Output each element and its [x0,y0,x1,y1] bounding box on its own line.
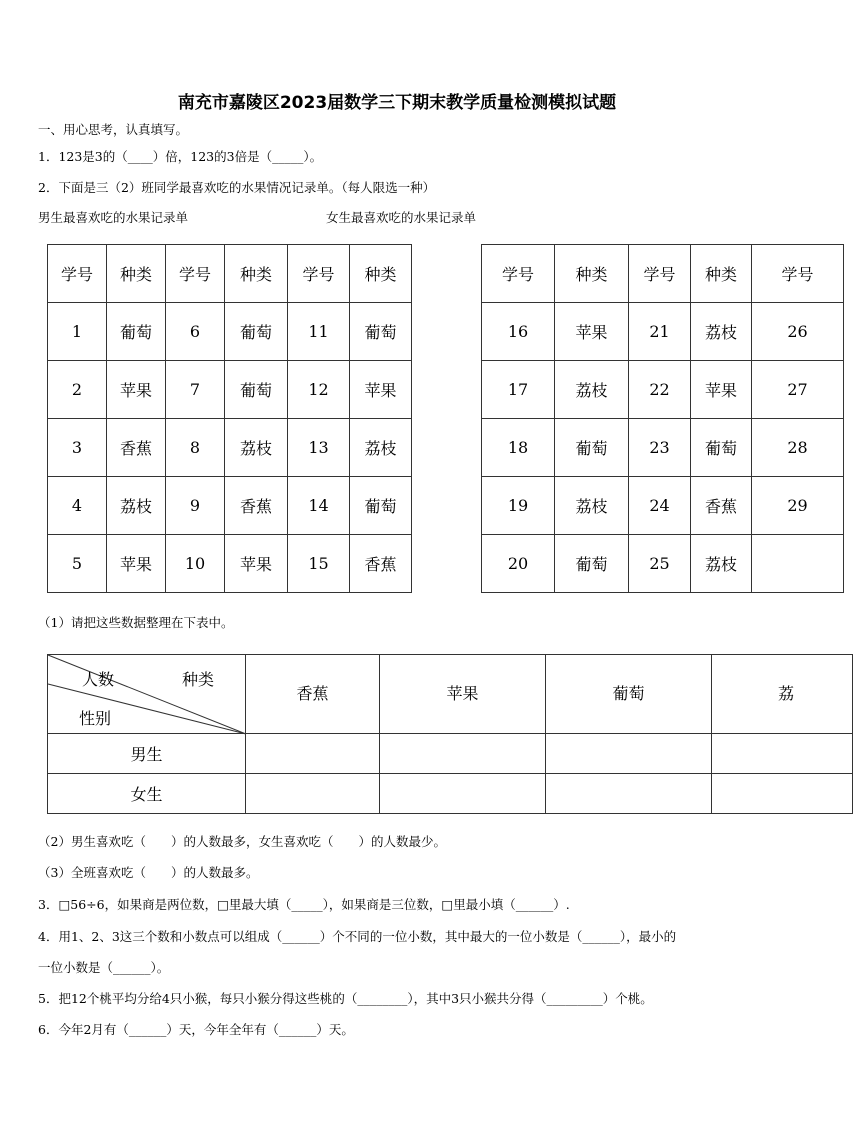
girls-table-caption: 女生最喜欢吃的水果记录单 [326,210,477,225]
table-row [48,303,412,361]
header-cell: 种类 [350,245,412,303]
page-title: 南充市嘉陵区2023届数学三下期末教学质量检测模拟试题 [177,93,617,113]
column-header: 荔 [712,655,853,734]
student-number-cell: 15 [288,535,350,593]
header-cell: 种类 [691,245,752,303]
table-row [48,477,412,535]
fruit-cell: 苹果 [555,303,629,361]
fruit-cell: 葡萄 [225,303,288,361]
student-number-cell: 11 [288,303,350,361]
sub-question-2: （2）男生喜欢吃（ ）的人数最多，女生喜欢吃（ ）的人数最少。 [38,834,446,849]
header-cell: 种类 [225,245,288,303]
student-number-cell: 16 [482,303,555,361]
header-cell: 学号 [752,245,844,303]
fruit-cell: 荔枝 [691,535,752,593]
fruit-cell: 荔枝 [555,361,629,419]
girls-record-table [481,244,844,593]
student-number-cell: 6 [166,303,225,361]
header-cell: 学号 [48,245,107,303]
column-header: 香蕉 [246,655,380,734]
answer-cell[interactable] [380,734,546,774]
fruit-cell: 香蕉 [225,477,288,535]
fruit-cell: 葡萄 [107,303,166,361]
corner-label-type: 种类 [182,670,215,689]
table-row [48,535,412,593]
answer-cell[interactable] [546,734,712,774]
answer-cell[interactable] [712,734,853,774]
student-number-cell: 17 [482,361,555,419]
fruit-cell: 荔枝 [107,477,166,535]
diagonal-lines [48,655,246,734]
answer-cell[interactable] [246,774,380,814]
table-row [48,361,412,419]
fruit-cell: 苹果 [350,361,412,419]
student-number-cell: 22 [629,361,691,419]
girls-table-wrapper [480,243,814,593]
fruit-cell: 葡萄 [691,419,752,477]
student-number-cell: 21 [629,303,691,361]
fruit-cell: 苹果 [691,361,752,419]
sub-question-3: （3）全班喜欢吃（ ）的人数最多。 [38,865,259,880]
fruit-cell: 香蕉 [350,535,412,593]
boys-table-caption: 男生最喜欢吃的水果记录单 [38,210,189,225]
fruit-cell: 荔枝 [691,303,752,361]
student-number-cell: 3 [48,419,107,477]
question-2: 2．下面是三（2）班同学最喜欢吃的水果情况记录单。（每人限选一种） [38,180,436,195]
table-row [482,535,844,593]
summary-table [47,654,853,814]
fruit-cell: 荔枝 [225,419,288,477]
answer-cell[interactable] [380,774,546,814]
table-row [482,361,844,419]
student-number-cell: 7 [166,361,225,419]
student-number-cell: 24 [629,477,691,535]
row-header-girls: 女生 [48,774,246,814]
fruit-cell: 香蕉 [691,477,752,535]
sub-question-1: （1）请把这些数据整理在下表中。 [38,615,234,630]
student-number-cell: 26 [752,303,844,361]
student-number-cell: 23 [629,419,691,477]
student-number-cell: 5 [48,535,107,593]
table-row [48,419,412,477]
corner-label-count: 人数 [82,670,115,689]
student-number-cell: 28 [752,419,844,477]
diagonal-header-cell [48,655,246,734]
section-heading: 一、用心思考，认真填写。 [38,122,189,137]
column-header: 苹果 [380,655,546,734]
fruit-cell: 葡萄 [350,303,412,361]
fruit-cell: 葡萄 [555,535,629,593]
student-number-cell: 29 [752,477,844,535]
table-row [482,303,844,361]
fruit-cell: 苹果 [107,361,166,419]
header-cell: 学号 [482,245,555,303]
student-number-cell: 9 [166,477,225,535]
header-cell: 学号 [166,245,225,303]
question-3: 3．□56÷6，如果商是两位数，□里最大填（_____），如果商是三位数，□里最小填（______）. [38,897,570,912]
answer-cell[interactable] [712,774,853,814]
fruit-cell: 葡萄 [225,361,288,419]
table-row [482,419,844,477]
header-cell: 种类 [107,245,166,303]
corner-label-gender: 性别 [79,709,112,728]
answer-cell[interactable] [546,774,712,814]
question-4-line-2: 一位小数是（______）。 [38,960,170,975]
answer-cell[interactable] [246,734,380,774]
student-number-cell: 19 [482,477,555,535]
student-number-cell: 10 [166,535,225,593]
student-number-cell: 25 [629,535,691,593]
student-number-cell: 1 [48,303,107,361]
question-4-line-1: 4．用1、2、3这三个数和小数点可以组成（______）个不同的一位小数，其中最大的一位小数是（______），最小的 [38,929,677,944]
question-5: 5．把12个桃平均分给4只小猴，每只小猴分得这些桃的（________），其中3只小猴共分得（_________）个桃。 [38,991,653,1006]
table-row [482,477,844,535]
student-number-cell: 8 [166,419,225,477]
fruit-cell: 香蕉 [107,419,166,477]
fruit-cell: 苹果 [107,535,166,593]
fruit-cell: 荔枝 [350,419,412,477]
student-number-cell: 14 [288,477,350,535]
student-number-cell [752,535,844,593]
row-header-boys: 男生 [48,734,246,774]
header-cell: 种类 [555,245,629,303]
header-cell: 学号 [629,245,691,303]
fruit-cell: 苹果 [225,535,288,593]
question-6: 6．今年2月有（______）天，今年全年有（______）天。 [38,1022,354,1037]
student-number-cell: 12 [288,361,350,419]
summary-table-wrapper [46,653,794,815]
student-number-cell: 4 [48,477,107,535]
fruit-cell: 葡萄 [350,477,412,535]
student-number-cell: 27 [752,361,844,419]
column-header: 葡萄 [546,655,712,734]
fruit-cell: 葡萄 [555,419,629,477]
header-cell: 学号 [288,245,350,303]
student-number-cell: 13 [288,419,350,477]
fruit-cell: 荔枝 [555,477,629,535]
student-number-cell: 18 [482,419,555,477]
student-number-cell: 2 [48,361,107,419]
boys-record-table [47,244,412,593]
question-1: 1．123是3的（____）倍，123的3倍是（_____）。 [38,149,323,164]
student-number-cell: 20 [482,535,555,593]
